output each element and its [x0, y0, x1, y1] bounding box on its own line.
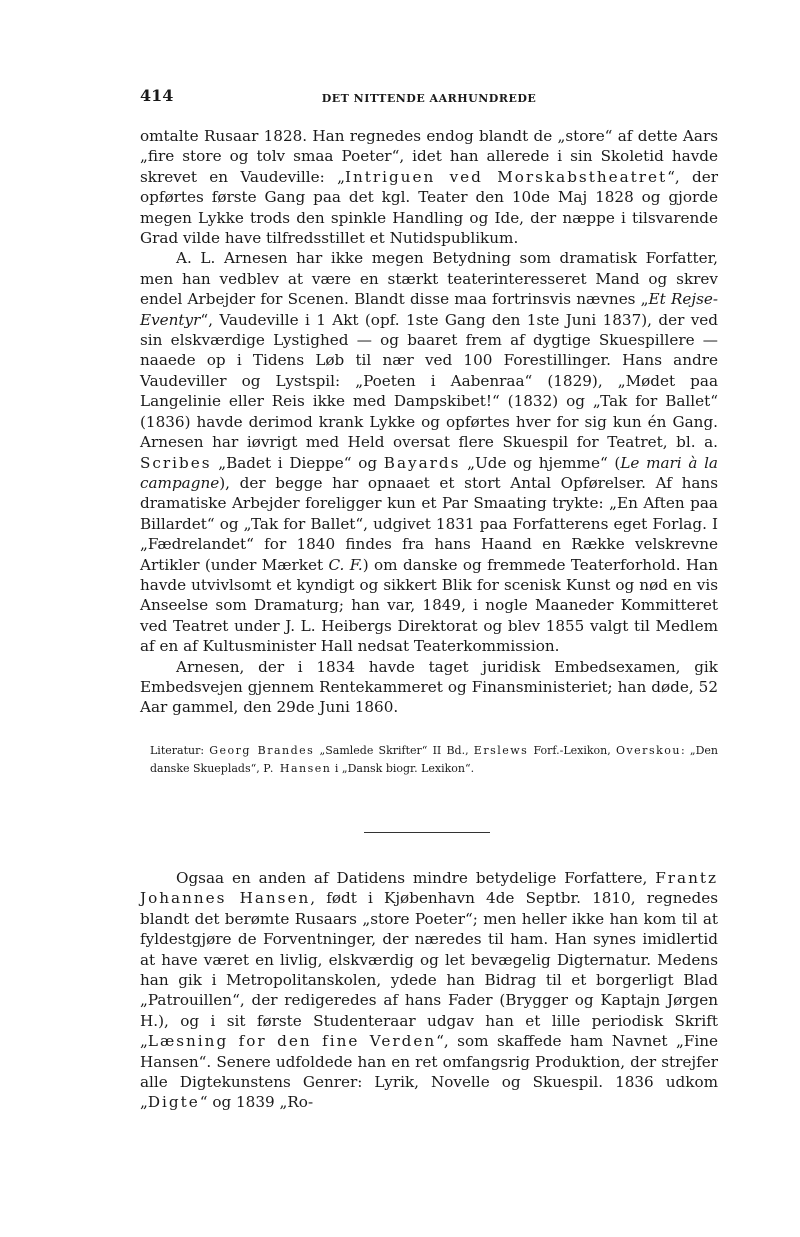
running-head: DET NITTENDE AARHUNDREDE: [321, 92, 537, 105]
paragraph-rusaar: omtalte Rusaar 1828. Han regnedes endog blandt de „store“ af dette Aars „fire store og tolv smaa Poeter“, idet han allerede i sin Skoletid havde skrevet en Vaudeville: „Intriguen ved Morskabstheatret“, der opførtes første Gang paa det kgl. Teater den 10de Maj 1828 og gjorde megen Lykke trods den spinkle Handling og Ide, der næppe i tilsvarende Grad vilde have tilfredsstillet et Nutidspublikum.: [140, 127, 719, 248]
spaced-title: Intriguen ved Morskabstheatret: [344, 167, 668, 186]
spaced-name: Erslews: [473, 743, 529, 757]
spaced-name: Bayards: [383, 453, 461, 472]
spaced-name: Overskou: [615, 743, 681, 757]
paragraph-arnesen: A. L. Arnesen har ikke megen Betydning som dramatisk Forfatter, men han vedblev at være en stærkt teaterinteresseret Mand og skrev endel Arbejder for Scenen. Blandt disse maa fortrinsvis nævnes „Et Rejse-Eventyr“, Vaudeville i 1 Akt (opf. 1ste Gang den 1ste Juni 1837), der ved sin elskværdige Lystighed — og baaret frem af dygtige Skuespillere — naaede op i Tidens Løb til nær ved 100 Forestillinger. Hans andre Vaudeviller og Lystspil: „Poeten i Aabenraa“ (1829), „Mødet paa Langelinie eller Reis ikke med Dampskibet!“ (1832) og „Tak for Ballet“ (1836) havde derimod krank Lykke og opførtes hver for sig kun én Gang. Arnesen har iøvrigt med Held oversat flere Skuespil for Teatret, bl. a. Scribes „Badet i Dieppe“ og Bayards „Ude og hjemme“ (Le mari à la campagne), der begge har opnaaet et stort Antal Opførelser. Af hans dramatiske Arbejder foreligger kun et Par Smaating trykte: „En Aften paa Billardet“ og „Tak for Ballet“, udgivet 1831 paa Forfatterens eget Forlag. I „Fædrelandet“ for 1840 findes fra hans Haand en Række velskrevne Artikler (under Mærket C. F.) om danske og fremmede Teaterforhold. Han havde utvivlsomt et kyndigt og sikkert Blik for scenisk Kunst og nød en vis Anseelse som Dramaturg; han var, 1849, i nogle Maaneder Kommitteret ved Teatret under J. L. Heibergs Direktorat og blev 1855 valgt til Medlem af en af Kultusminister Hall nedsat Teaterkommission.: [140, 249, 718, 656]
section-hansen: [140, 868, 718, 1113]
page-number: 414: [140, 86, 174, 105]
section-arnesen: [140, 126, 718, 778]
page-header: [140, 86, 718, 110]
spaced-name: Georg Brandes: [209, 743, 315, 757]
section-divider: [364, 832, 490, 833]
spaced-name: P. Hansen: [263, 761, 332, 775]
literature-note: Literatur: Georg Brandes „Samlede Skrifter“ II Bd., Erslews Forf.-Lexikon, Overskou: „Den danske Skueplads“, P. Hansen i „Dansk biogr. Lexikon“.: [150, 743, 718, 775]
spaced-title: Læsning for den fine Verden: [147, 1032, 437, 1051]
italic-title: Le mari à la campagne: [140, 453, 718, 492]
spaced-name: Scribes: [140, 453, 212, 472]
spaced-title: Digte: [147, 1093, 200, 1112]
paragraph-hansen: Ogsaa en anden af Datidens mindre betydelige Forfattere, Frantz Johannes Hansen, født i Kjøbenhavn 4de Septbr. 1810, regnedes blandt det berømte Rusaars „store Poeter“; men heller ikke han kom til at fyldestgjøre de Forventninger, der næredes til ham. Han synes imidlertid at have været en livlig, elskværdig og let bevægelig Digternatur. Medens han gik i Metropolitanskolen, ydede han Bidrag til et borgerligt Blad „Patrouillen“, der redigeredes af hans Fader (Brygger og Kaptajn Jørgen H.), og i sit første Studenteraar udgav han et lille periodisk Skrift „Læsning for den fine Verden“, som skaffede ham Navnet „Fine Hansen“. Senere udfoldede han en ret omfangsrig Produktion, der strejfer alle Digtekunstens Genrer: Lyrik, Novelle og Skuespil. 1836 udkom „Digte“ og 1839 „Ro-: [140, 869, 718, 1112]
paragraph-embedsvej: Arnesen, der i 1834 havde taget juridisk Embedsexamen, gik Embedsvejen gjennem Rentekammeret og Finansministeriet; han døde, 52 Aar gammel, den 29de Juni 1860.: [140, 657, 718, 717]
italic-title: Et Rejse-Eventyr: [140, 290, 718, 329]
spaced-name: Frantz Johannes Hansen: [140, 869, 718, 908]
italic-mark: C. F.: [328, 555, 363, 574]
